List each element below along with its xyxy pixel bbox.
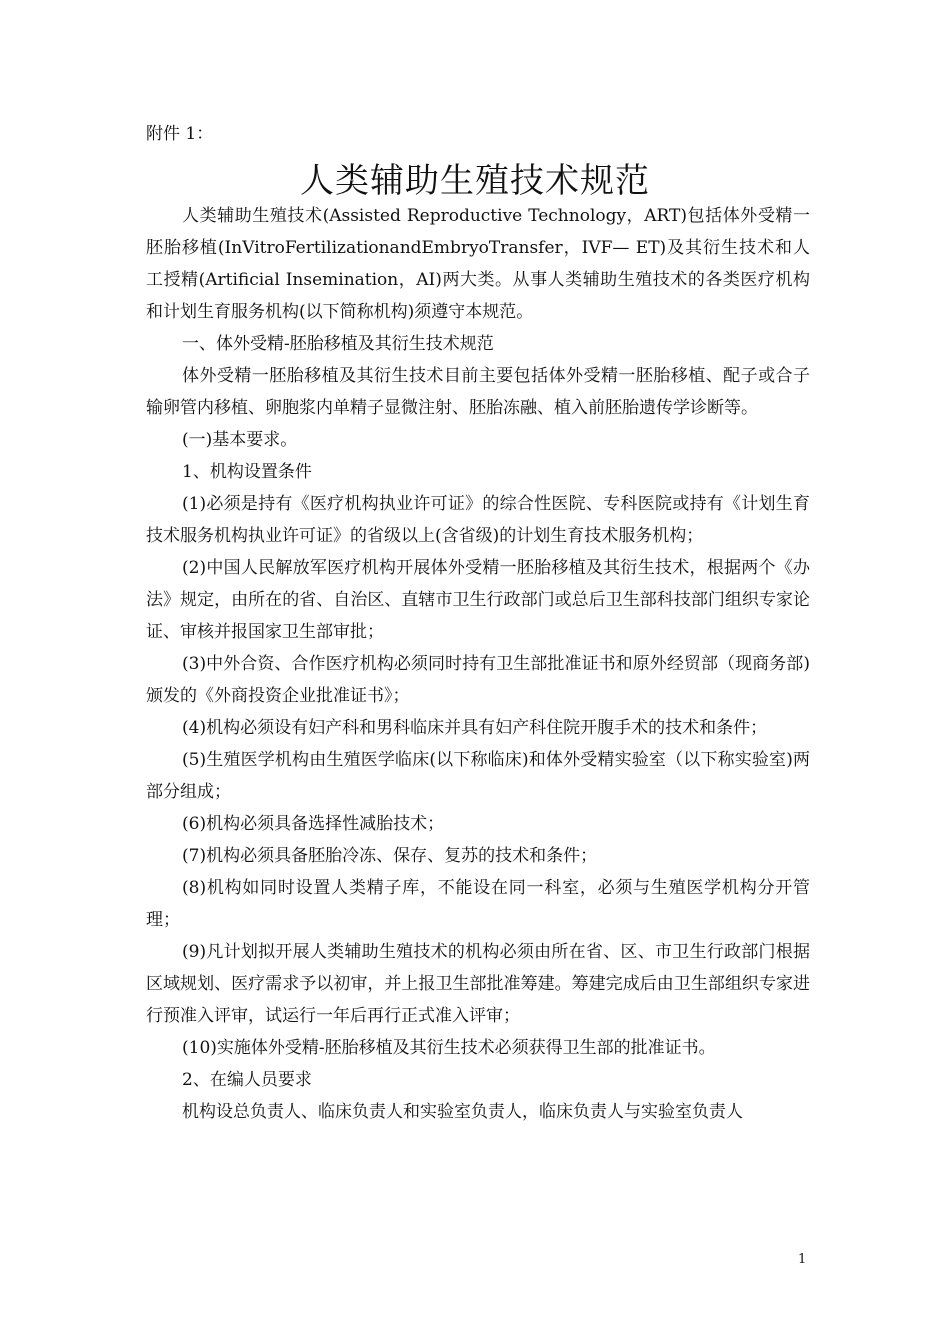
page-number: 1 xyxy=(798,1252,807,1267)
paragraph-staff-requirements: 机构设总负责人、临床负责人和实验室负责人，临床负责人与实验室负责人 xyxy=(182,1102,743,1122)
list-item-condition-9: (9)凡计划拟开展人类辅助生殖技术的机构必须由所在省、区、市卫生行政部门根据区域规划、医疗需求予以初审，并上报卫生部批准筹建。筹建完成后由卫生部组织专家进行预准入评审，试运行一年后再行正式准入评审； xyxy=(146,942,810,1026)
document-title: 人类辅助生殖技术规范 xyxy=(300,160,650,201)
subsection-heading-basic-requirements: (一)基本要求。 xyxy=(182,430,298,450)
paragraph-ivf-scope: 体外受精一胚胎移植及其衍生技术目前主要包括体外受精一胚胎移植、配子或合子输卵管内移植、卵胞浆内单精子显微注射、胚胎冻融、植入前胚胎遗传学诊断等。 xyxy=(146,366,810,418)
list-item-condition-5: (5)生殖医学机构由生殖医学临床(以下称临床)和体外受精实验室（以下称实验室)两部分组成； xyxy=(146,750,810,802)
list-item-condition-6: (6)机构必须具备选择性减胎技术； xyxy=(182,814,445,834)
attachment-label: 附件 1： xyxy=(146,124,214,144)
item-heading-institution-conditions: 1、机构设置条件 xyxy=(182,462,312,482)
section-heading-ivf: 一、体外受精-胚胎移植及其衍生技术规范 xyxy=(182,334,494,354)
item-heading-staff-requirements: 2、在编人员要求 xyxy=(182,1070,312,1090)
paragraph-intro: 人类辅助生殖技术(Assisted Reproductive Technology，ART)包括体外受精一胚胎移植(InVitroFertilizationandEmbryoTransfer，IVF— ET)及其衍生技术和人工授精(Artificial Insemination，AI)两大类。从事人类辅助生殖技术的各类医疗机构和计划生育服务机构(以下简称机构)须遵守本规范。 xyxy=(146,206,810,322)
list-item-condition-2: (2)中国人民解放军医疗机构开展体外受精一胚胎移植及其衍生技术，根据两个《办法》规定，由所在的省、自治区、直辖市卫生行政部门或总后卫生部科技部门组织专家论证、审核并报国家卫生部审批； xyxy=(146,558,810,642)
list-item-condition-8: (8)机构如同时设置人类精子库，不能设在同一科室，必须与生殖医学机构分开管理； xyxy=(146,878,810,930)
list-item-condition-3: (3)中外合资、合作医疗机构必须同时持有卫生部批准证书和原外经贸部（现商务部)颁发的《外商投资企业批准证书》； xyxy=(146,654,810,706)
list-item-condition-7: (7)机构必须具备胚胎冷冻、保存、复苏的技术和条件； xyxy=(182,846,598,866)
list-item-condition-10: (10)实施体外受精-胚胎移植及其衍生技术必须获得卫生部的批准证书。 xyxy=(182,1038,716,1058)
list-item-condition-1: (1)必须是持有《医疗机构执业许可证》的综合性医院、专科医院或持有《计划生育技术服务机构执业许可证》的省级以上(含省级)的计划生育技术服务机构； xyxy=(146,494,810,546)
list-item-condition-4: (4)机构必须设有妇产科和男科临床并具有妇产科住院开腹手术的技术和条件； xyxy=(182,718,768,738)
document-body xyxy=(146,200,810,1128)
